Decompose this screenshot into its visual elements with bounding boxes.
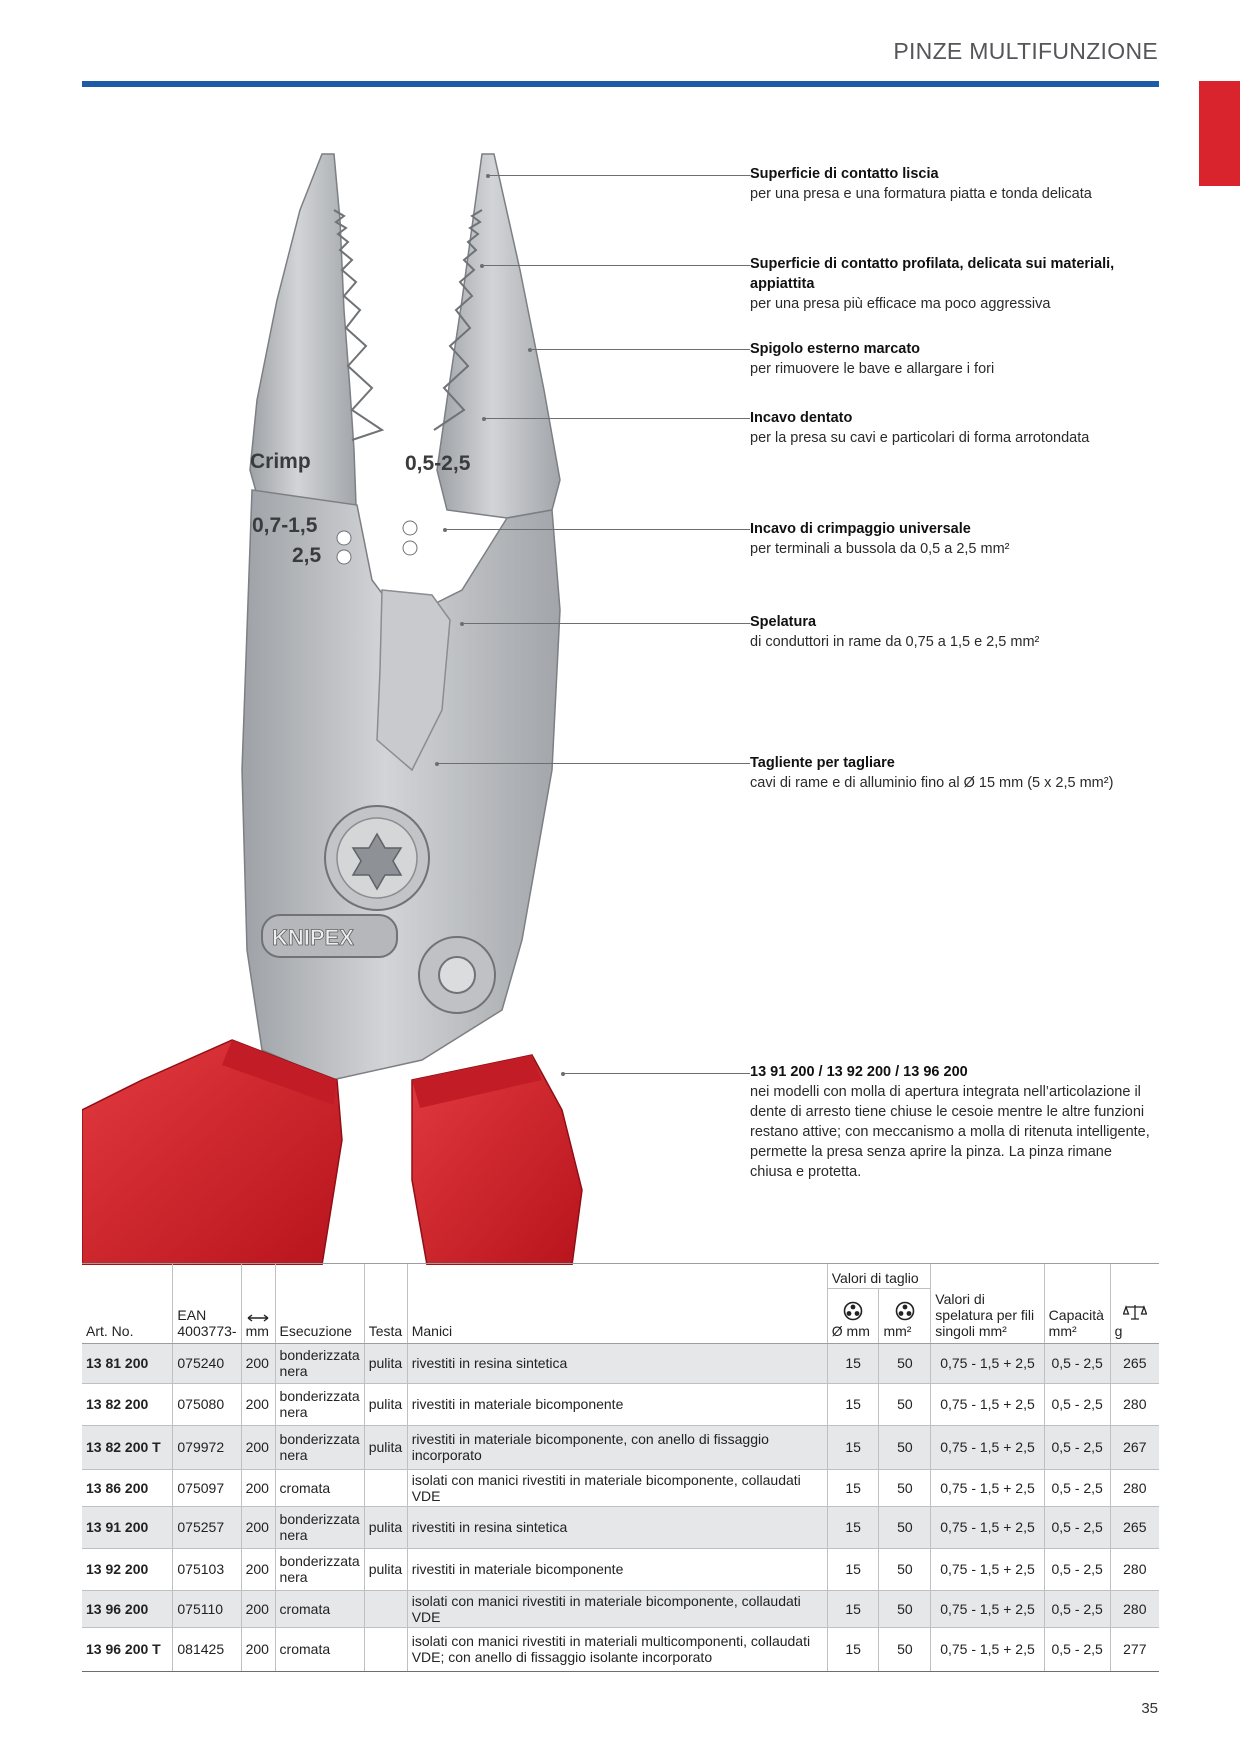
callout-smooth-surface (750, 164, 1150, 204)
header-weight: g (1110, 1289, 1159, 1344)
callout-cutting-edge (750, 753, 1150, 793)
cable-cross-section-icon (895, 1301, 915, 1321)
header-length: mm (241, 1289, 275, 1344)
callout-line-5 (445, 529, 750, 530)
callout-stripping (750, 612, 1150, 652)
callout-desc: per la presa su cavi e particolari di forma arrotondata (750, 430, 1090, 446)
page-number: 35 (1141, 1700, 1158, 1717)
callout-toothed-recess (750, 408, 1150, 448)
table-row: 13 91 200 075257 200 bonderizzata nera pulita rivestiti in resina sintetica 15 50 0,75 - 1,5 + 2,5 0,5 - 2,5 265 (82, 1506, 1159, 1548)
pliers-body (242, 490, 560, 1080)
table-row: 13 86 200 075097 200 cromata isolati con manici rivestiti in materiale bicomponente, collaudati VDE 15 50 0,75 - 1,5 + 2,5 0,5 - 2,5 280 (82, 1469, 1159, 1506)
scale-balance-icon (1123, 1303, 1147, 1321)
callout-line-4 (484, 418, 750, 419)
jaw-label-crimp: Crimp (250, 450, 311, 473)
jaw-label-range-top: 0,5-2,5 (405, 452, 471, 475)
callout-title: Superficie di contatto profilata, delicata sui materiali, appiattita (750, 256, 1115, 292)
callout-line-8 (563, 1073, 750, 1074)
jaw-label-size: 2,5 (292, 544, 322, 567)
callout-desc: nei modelli con molla di apertura integrata nell’articolazione il dente di arresto tiene chiuse le cesoie mentre le altre funzioni restano attive; con meccanismo a molla di ritenuta intelligente, permette la presa senza aprire la pinza. La pinza rimane chiusa e protetta. (750, 1084, 1150, 1180)
header-art-no: Art. No. (82, 1289, 173, 1344)
table-row: 13 92 200 075103 200 bonderizzata nera pulita rivestiti in materiale bicomponente 15 50 0,75 - 1,5 + 2,5 0,5 - 2,5 280 (82, 1548, 1159, 1590)
brand-engraving: KNIPEX (272, 925, 354, 950)
callout-line-2 (482, 265, 750, 266)
header-cut-values: Valori di taglio (827, 1264, 931, 1289)
callout-desc: di conduttori in rame da 0,75 a 1,5 e 2,5 mm² (750, 634, 1040, 650)
callout-title: Tagliente per tagliare (750, 755, 895, 771)
callout-desc: per terminali a bussola da 0,5 a 2,5 mm² (750, 541, 1010, 557)
header-capacity: Capacità mm² (1044, 1289, 1110, 1344)
callout-title: 13 91 200 / 13 92 200 / 13 96 200 (750, 1064, 968, 1080)
jaw-label-range-strip: 0,7-1,5 (252, 514, 318, 537)
callout-desc: per una presa e una formatura piatta e tonda delicata (750, 186, 1092, 202)
table-row: 13 81 200 075240 200 bonderizzata nera pulita rivestiti in resina sintetica 15 50 0,75 - 1,5 + 2,5 0,5 - 2,5 265 (82, 1343, 1159, 1383)
product-spec-table (82, 1263, 1159, 1672)
callout-line-3 (530, 349, 750, 350)
table-row: 13 82 200 T 079972 200 bonderizzata nera pulita rivestiti in materiale bicomponente, con anello di fissaggio incorporato 15 50 0,75 - 1,5 + 2,5 0,5 - 2,5 267 (82, 1425, 1159, 1469)
table-row: 13 82 200 075080 200 bonderizzata nera pulita rivestiti in materiale bicomponente 15 50 0,75 - 1,5 + 2,5 0,5 - 2,5 280 (82, 1383, 1159, 1425)
callout-spring-models (750, 1062, 1150, 1182)
header-head: Testa (364, 1289, 407, 1344)
cable-cross-section-icon (843, 1301, 863, 1321)
header-cut-area: mm² (879, 1289, 931, 1344)
callout-title: Incavo di crimpaggio universale (750, 521, 971, 537)
callout-line-7 (437, 763, 750, 764)
callout-outer-edge (750, 339, 1150, 379)
page-header-title: PINZE MULTIFUNZIONE (893, 38, 1158, 64)
callout-desc: per rimuovere le bave e allargare i fori (750, 361, 995, 377)
header-handles: Manici (407, 1289, 827, 1344)
callout-title: Spigolo esterno marcato (750, 341, 921, 357)
callout-title: Incavo dentato (750, 410, 853, 426)
section-tab-marker (1199, 81, 1240, 186)
header-execution: Esecuzione (275, 1289, 364, 1344)
header-stripping: Valori di spelatura per fili singoli mm² (931, 1289, 1044, 1344)
callout-desc: cavi di rame e di alluminio fino al Ø 15 mm (5 x 2,5 mm²) (750, 775, 1114, 791)
table-row: 13 96 200 T 081425 200 cromata isolati con manici rivestiti in materiali multicomponenti, collaudati VDE; con anello di fissaggio isolante incorporato 15 50 0,75 - 1,5 + 2,5 0,5 - 2,5 277 (82, 1627, 1159, 1671)
callout-profiled-surface (750, 254, 1150, 314)
table-row: 13 96 200 075110 200 cromata isolati con manici rivestiti in materiale bicomponente, collaudati VDE 15 50 0,75 - 1,5 + 2,5 0,5 - 2,5 280 (82, 1590, 1159, 1627)
callout-title: Superficie di contatto liscia (750, 166, 939, 182)
callout-crimp-recess (750, 519, 1150, 559)
header-ean: EAN 4003773- (173, 1289, 241, 1344)
header-rule (82, 81, 1159, 87)
pliers-illustration (82, 150, 642, 1265)
length-arrow-icon (246, 1313, 270, 1323)
header-cut-diameter: Ø mm (827, 1289, 879, 1344)
callout-line-6 (462, 623, 750, 624)
callout-desc: per una presa più efficace ma poco aggressiva (750, 296, 1051, 312)
callout-title: Spelatura (750, 614, 817, 630)
callout-line-1 (488, 175, 750, 176)
